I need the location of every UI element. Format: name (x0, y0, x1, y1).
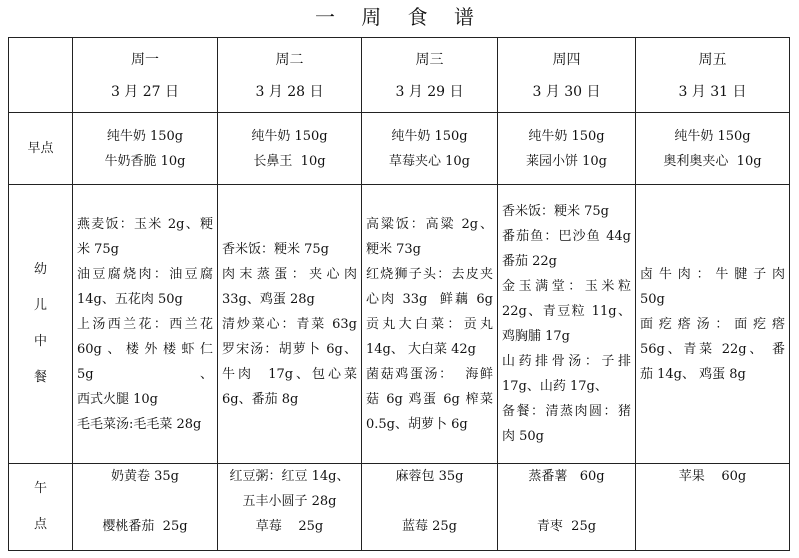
menu-item: 牛奶香脆 10g (104, 153, 186, 169)
menu-item: 麻蓉包 35g (395, 469, 464, 484)
lunch-label-char: 儿 (33, 298, 47, 313)
snack-cell-thu (498, 464, 636, 551)
breakfast-cell-mon (73, 113, 218, 185)
menu-line: 番茄 22g (502, 254, 557, 269)
menu-line: 33g、鸡蛋 28g (222, 291, 315, 307)
menu-item: 长鼻王 10g (253, 153, 326, 169)
menu-line: 卤牛肉：牛腱子肉 (640, 266, 785, 282)
snack-cell-tue (218, 464, 362, 551)
menu-line: 金玉满堂：玉米粒 (502, 279, 631, 294)
day-date: 3 月 30 日 (532, 84, 601, 100)
breakfast-row (9, 113, 790, 185)
header-row (9, 38, 790, 113)
menu-item: 奶黄卷 35g (111, 469, 179, 484)
breakfast-cell-wed (362, 113, 498, 185)
menu-line: 上汤西兰花：西兰花 (77, 316, 213, 332)
day-name: 周四 (552, 52, 581, 68)
day-header-mon (73, 38, 218, 113)
menu-line: 56g、青菜 22g、 番 (640, 341, 785, 357)
menu-item-spacer (73, 489, 217, 514)
snack-cell-mon (73, 464, 218, 551)
menu-item: 樱桃番茄 25g (102, 519, 188, 534)
menu-line: 肉末蒸蛋：夹心肉 (222, 266, 357, 282)
menu-line: 6g、番茄 8g (222, 391, 299, 407)
lunch-label (9, 185, 73, 464)
snack-label-char: 午 (33, 481, 47, 496)
day-header-thu (498, 38, 636, 113)
menu-line: 山药排骨汤：子排 (502, 354, 631, 369)
menu-line: 22g、青豆粒 11g、 (502, 304, 631, 319)
menu-line: 红烧狮子头：去皮夹 (366, 266, 493, 282)
day-header-fri (636, 38, 790, 113)
day-header-wed (362, 38, 498, 113)
menu-line: 0.5g、胡萝卜 6g (366, 416, 468, 432)
menu-line: 50g (640, 291, 665, 307)
breakfast-cell-tue (218, 113, 362, 185)
day-header-tue (218, 38, 362, 113)
menu-line: 番茄鱼：巴沙鱼 44g (502, 229, 631, 244)
snack-label (9, 464, 73, 551)
menu-item: 奥利奥夹心 10g (663, 153, 762, 169)
menu-line: 面疙瘩汤：面疙瘩 (640, 316, 785, 332)
menu-line: 14g、 大白菜 42g (366, 341, 476, 357)
lunch-cell-fri (636, 185, 790, 464)
menu-line: 香米饭：粳米 75g (502, 204, 609, 219)
weekly-menu-table (8, 37, 790, 551)
day-date: 3 月 28 日 (255, 84, 324, 100)
menu-line: 香米饭：粳米 75g (222, 241, 329, 257)
menu-line: 油豆腐烧肉：油豆腐 (77, 266, 213, 282)
menu-item: 红豆粥：红豆 14g、 (229, 469, 350, 484)
day-name: 周一 (131, 52, 159, 68)
menu-line: 罗宋汤：胡萝卜 6g、 (222, 341, 357, 357)
day-date: 3 月 31 日 (678, 84, 747, 100)
menu-item-spacer (498, 489, 635, 514)
menu-line: 肉 50g (502, 429, 544, 444)
menu-line: 粳米 73g (366, 241, 421, 257)
day-date: 3 月 27 日 (110, 84, 180, 100)
lunch-cell-tue (218, 185, 362, 464)
breakfast-cell-thu (498, 113, 636, 185)
menu-line: 菇 6g 鸡蛋 6g 榨菜 (366, 391, 493, 407)
breakfast-cell-fri (636, 113, 790, 185)
menu-item: 五丰小圆子 28g (242, 494, 337, 509)
menu-item: 苹果 60g (678, 469, 747, 484)
menu-item: 纯牛奶 150g (251, 128, 328, 144)
menu-item: 蒸番薯 60g (528, 469, 605, 484)
menu-line: 17g、山药 17g、 (502, 379, 608, 394)
menu-line: 米 75g (77, 241, 119, 257)
menu-item: 纯牛奶 150g (106, 128, 184, 144)
lunch-row (9, 185, 790, 464)
menu-item: 蓝莓 25g (402, 519, 457, 534)
menu-line: 14g、五花肉 50g (77, 291, 183, 307)
day-name: 周三 (415, 52, 444, 68)
menu-item: 青枣 25g (536, 519, 597, 534)
menu-line: 清炒菜心：青菜 63g (222, 316, 357, 332)
menu-line: 鸡胸脯 17g (502, 329, 570, 344)
menu-line: 心肉 33g 鲜藕 6g (366, 291, 493, 307)
menu-line: 高粱饭：高粱 2g、 (366, 216, 493, 232)
menu-line: 燕麦饭：玉米 2g、粳 (77, 216, 213, 232)
menu-line: 备餐：清蒸肉圆：猪 (502, 404, 631, 419)
lunch-cell-thu (498, 185, 636, 464)
menu-item: 纯牛奶 150g (528, 128, 605, 144)
lunch-cell-mon (73, 185, 218, 464)
menu-line: 60g、楼外楼虾仁 5g、 (77, 341, 213, 382)
menu-line: 毛毛菜汤:毛毛菜 28g (77, 416, 202, 432)
menu-item: 纯牛奶 150g (674, 128, 751, 144)
day-date: 3 月 29 日 (395, 84, 464, 100)
snack-cell-fri (636, 464, 790, 551)
menu-line: 西式火腿 10g (77, 391, 158, 407)
menu-item: 草莓夹心 10g (389, 153, 470, 169)
lunch-label-char: 中 (33, 334, 47, 349)
page-title: 一 周 食 谱 (314, 5, 485, 29)
snack-row (9, 464, 790, 551)
menu-line: 贡丸大白菜：贡丸 (366, 316, 493, 332)
menu-line: 茄 14g、 鸡蛋 8g (640, 366, 746, 382)
menu-item: 纯牛奶 150g (391, 128, 468, 144)
menu-item: 草莓 25g (255, 519, 324, 534)
corner-cell (9, 38, 73, 113)
menu-item: 莱园小饼 10g (526, 153, 607, 169)
day-name: 周五 (698, 52, 727, 68)
menu-item-spacer (362, 489, 497, 514)
breakfast-label: 早点 (9, 113, 73, 185)
lunch-label-char: 幼 (33, 262, 47, 277)
snack-cell-wed (362, 464, 498, 551)
lunch-cell-wed (362, 185, 498, 464)
menu-line: 菌菇鸡蛋汤： 海鲜 (366, 366, 493, 382)
menu-line: 牛肉 17g、包心菜 (222, 366, 357, 382)
lunch-label-char: 餐 (33, 370, 47, 385)
day-name: 周二 (275, 52, 304, 68)
snack-label-char: 点 (33, 517, 47, 532)
